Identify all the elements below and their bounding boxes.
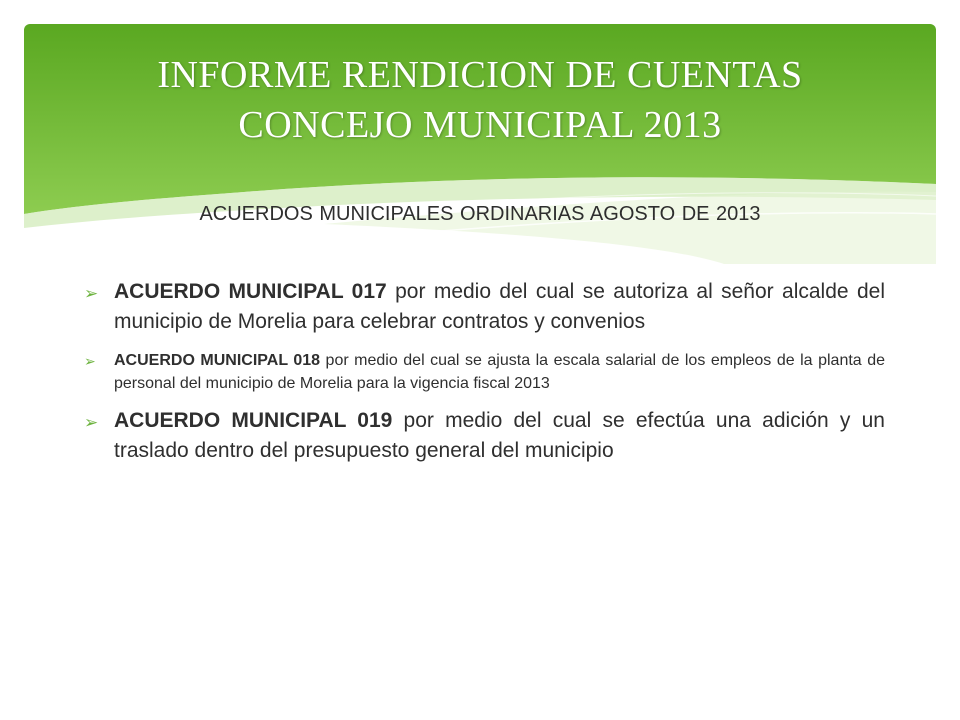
agreement-number: ACUERDO MUNICIPAL 019 — [114, 409, 393, 432]
slide-title — [24, 50, 936, 150]
agreement-description: por medio del cual se efectúa una adición y un traslado dentro del presupuesto general del municipio — [114, 409, 885, 462]
title-line-1: INFORME RENDICION DE CUENTAS — [157, 54, 803, 96]
agreement-list — [84, 277, 885, 466]
list-item — [84, 277, 885, 337]
agreement-number: ACUERDO MUNICIPAL 018 — [114, 352, 321, 369]
agreement-number: ACUERDO MUNICIPAL 017 — [114, 280, 387, 303]
slide-subtitle: ACUERDOS MUNICIPALES ORDINARIAS AGOSTO DE 2013 — [199, 203, 761, 225]
list-item — [84, 406, 885, 466]
list-item — [84, 349, 885, 395]
arrow-bullet-icon: ➢ — [84, 353, 96, 369]
agreement-description: por medio del cual se autoriza al señor alcalde del municipio de Morelia para celebrar contratos y convenios — [114, 280, 885, 333]
arrow-bullet-icon: ➢ — [84, 284, 99, 303]
agreement-description: por medio del cual se ajusta la escala salarial de los empleos de la planta de personal del municipio de Morelia para la vigencia fiscal 2013 — [114, 352, 885, 392]
title-line-2: CONCEJO MUNICIPAL 2013 — [238, 104, 722, 146]
arrow-bullet-icon: ➢ — [84, 413, 99, 432]
